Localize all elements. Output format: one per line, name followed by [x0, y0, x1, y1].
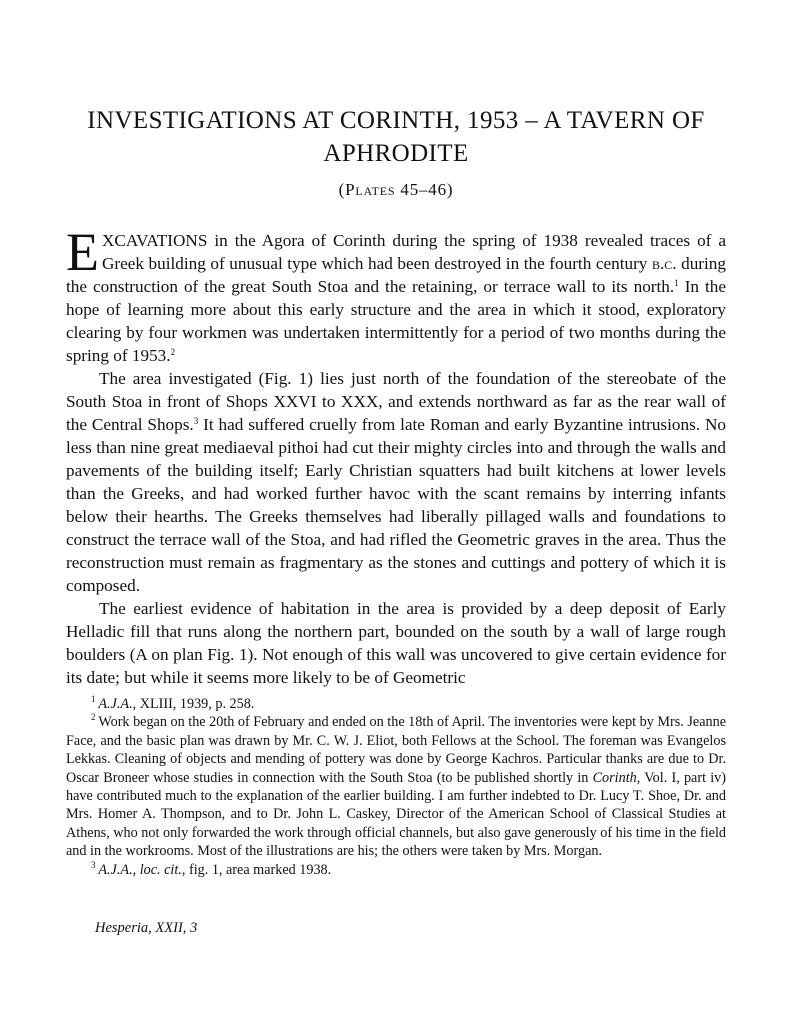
- drop-cap: E: [66, 222, 99, 282]
- bc-abbrev: b.c.: [651, 254, 677, 273]
- article-body: [66, 222, 726, 689]
- footnote-ref-1[interactable]: 1: [674, 278, 679, 288]
- footnote-1: $^1$ A.J.A., XLIII, 1939, p. 258.: [91, 694, 255, 712]
- footnote-2: $^2$ Work began on the 20th of February and ended on the 18th of April. The inventories were kept by Mrs. Jeanne Face, and the basic plan was drawn by Mr. C. W. J. Eliot, both Fellows at the School. The foreman was Evangelos Lekkas. Cleaning of objects and mending of pottery was done by George Kachros. Particular thanks are due to Dr. Oscar Broneer whose studies in connection with the South Stoa (to be published shortly in Corinth, Vol. I, part iv) have contributed much to the explanation of the earlier building. I am further indebted to Dr. Lucy T. Shoe, Dr. and Mrs. Homer A. Thompson, and to Dr. John L. Caskey, Director of the American School of Classical Studies at Athens, who not only forwarded the work through official channels, but also gave generously of his time in the field and in the workrooms. Most of the illustrations are his; the others were taken by Mrs. Morgan.: [66, 712, 726, 860]
- footnote-3: $^3$ A.J.A., loc. cit., fig. 1, area marked 1938.: [91, 859, 332, 878]
- article-title: INVESTIGATIONS AT CORINTH, 1953 – A TAVERN OF APHRODITE: [87, 107, 705, 167]
- journal-footer: Hesperia, XXII, 3: [95, 920, 198, 936]
- paragraph-2: The area investigated (Fig. 1) lies just north of the foundation of the stereobate of the South Stoa in front of Shops XXVI to XXX, and extends northward as far as the rear wall of the Central Shops.$^3$ It had suffered cruelly from late Roman and early Byzantine intrusions. No less than nine great mediaeval pithoi had cut their mighty circles into and through the walls and pavements of the building itself; Early Christian squatters had built kitchens at lower levels than the Greeks, and had worked further havoc with the scant remains by interring infants below their hearths. The Greeks themselves had liberally pillaged walls and foundations to construct the terrace wall of the Stoa, and had rifled the Geometric graves in the area. Thus the reconstruction must remain as fragmentary as the stones and cuttings and pottery of which it is composed.: [66, 369, 726, 595]
- footnotes: [66, 695, 726, 879]
- footnote-ref-3[interactable]: 3: [193, 416, 199, 426]
- paragraph-1: EXCAVATIONS in the Agora of Corinth during the spring of 1938 revealed traces of a Greek building of unusual type which had been destroyed in the fourth century b.c. during the construction of the great South Stoa and the retaining, or terrace wall to its north.$^1$ In the hope of learning more about this early structure and the area in which it stood, exploratory clearing by four workmen was undertaken intermittently for a period of two months during the spring of 1953.$^2$: [66, 222, 726, 365]
- plates-reference: (Plates 45–46): [338, 180, 454, 199]
- footnote-ref-2[interactable]: 2: [170, 347, 176, 357]
- paragraph-3: The earliest evidence of habitation in the area is provided by a deep deposit of Early Helladic fill that runs along the northern part, bounded on the south by a wall of large rough boulders (A on plan Fig. 1). Not enough of this wall was uncovered to give certain evidence for its date; but while it seems more likely to be of Geometric: [66, 599, 726, 687]
